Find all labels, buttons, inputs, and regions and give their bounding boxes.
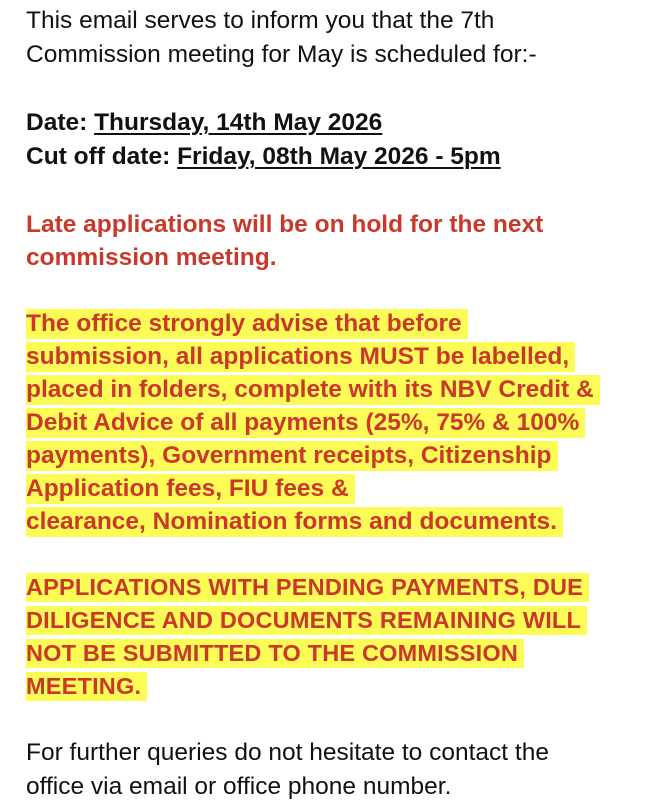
warning-highlight: NOT BE SUBMITTED TO THE COMMISSION: [26, 639, 524, 668]
warning-line: [26, 604, 656, 637]
advisory-line: [26, 439, 656, 472]
advisory-line: [26, 340, 656, 373]
intro-line: This email serves to inform you that the 7th: [26, 7, 495, 34]
warning-highlight: MEETING.: [26, 672, 147, 701]
advisory-line: [26, 373, 656, 406]
late-notice-line: commission meeting.: [26, 244, 277, 271]
advisory-highlight: payments), Government receipts, Citizenship: [26, 441, 558, 471]
advisory-line: [26, 505, 656, 538]
advisory-highlight: The office strongly advise that before: [26, 309, 468, 339]
advisory-highlight: placed in folders, complete with its NBV Credit &: [26, 375, 600, 405]
pending-payments-warning: [26, 571, 656, 703]
advisory-highlight: submission, all applications MUST be labelled,: [26, 342, 575, 372]
late-notice-line: Late applications will be on hold for the next: [26, 211, 544, 238]
meeting-dates: [26, 106, 656, 174]
warning-highlight: DILIGENCE AND DOCUMENTS REMAINING WILL: [26, 606, 587, 635]
email-body: [26, 4, 656, 804]
advisory-highlight: clearance, Nomination forms and documents.: [26, 507, 563, 537]
intro-paragraph: [26, 4, 656, 72]
contact-paragraph: [26, 736, 656, 804]
advisory-line: [26, 307, 656, 340]
meeting-date-line: [26, 106, 656, 140]
cutoff-date-label: Cut off date:: [26, 143, 178, 170]
warning-line: [26, 571, 656, 604]
cutoff-date-line: [26, 140, 656, 174]
late-applications-notice: [26, 208, 656, 274]
contact-line: office via email or office phone number.: [26, 773, 452, 800]
meeting-date-value: Thursday, 14th May 2026: [94, 109, 383, 136]
submission-advisory: [26, 307, 656, 538]
meeting-date-label: Date:: [26, 109, 95, 136]
warning-line: [26, 670, 656, 703]
advisory-highlight: Application fees, FIU fees &: [26, 474, 355, 504]
advisory-highlight: Debit Advice of all payments (25%, 75% & 100%: [26, 408, 585, 438]
warning-line: [26, 637, 656, 670]
warning-highlight: APPLICATIONS WITH PENDING PAYMENTS, DUE: [26, 573, 589, 602]
contact-line: For further queries do not hesitate to contact the: [26, 739, 549, 766]
advisory-line: [26, 406, 656, 439]
cutoff-date-value: Friday, 08th May 2026 - 5pm: [177, 143, 501, 170]
advisory-line: [26, 472, 656, 505]
intro-line: Commission meeting for May is scheduled for:-: [26, 41, 537, 68]
